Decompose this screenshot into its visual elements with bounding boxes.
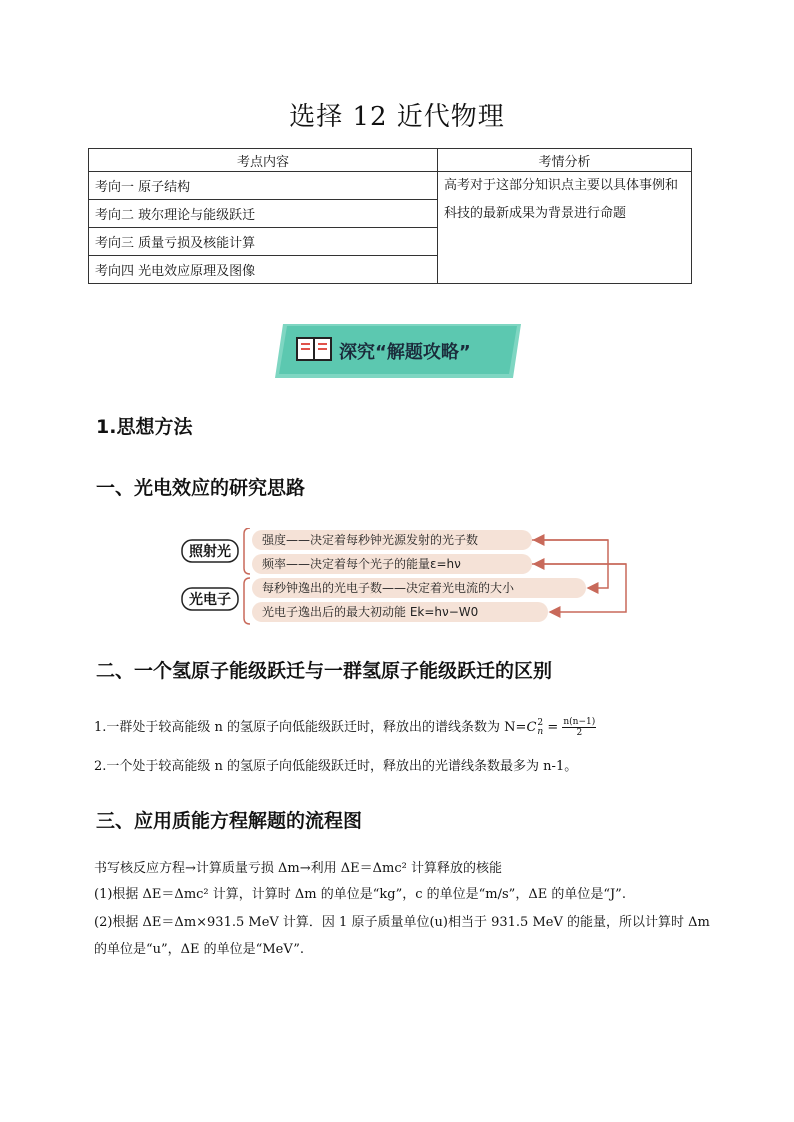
topic-row: 考向四 光电效应原理及图像	[89, 256, 438, 284]
paragraph-method-1: (1)根据 ΔE＝Δmc² 计算，计算时 Δm 的单位是“kg”，c 的单位是“m/s”，ΔE 的单位是“J”.	[94, 887, 626, 902]
section-heading-photoelectric: 一、光电效应的研究思路	[96, 477, 306, 499]
paragraph-flow: 书写核反应方程→计算质量亏损 Δm→利用 ΔE＝Δmc² 计算释放的核能	[94, 861, 502, 876]
diagram-row-count: 每秒钟逸出的光电子数——决定着光电流的大小	[262, 581, 515, 595]
topic-row: 考向二 玻尔理论与能级跃迁	[89, 200, 438, 228]
label-photoelectron: 光电子	[189, 592, 231, 608]
diagram-row-frequency: 频率——决定着每个光子的能量ε=hν	[262, 557, 461, 571]
analysis-cell: 高考对于这部分知识点主要以具体事例和科技的最新成果为背景进行命题	[438, 172, 692, 284]
section-heading-mass-energy: 三、应用质能方程解题的流程图	[96, 810, 363, 832]
open-book-icon	[297, 338, 331, 360]
section-heading-methods: 1.思想方法	[96, 416, 193, 438]
label-incident-light: 照射光	[189, 544, 231, 560]
col-header-analysis: 考情分析	[438, 149, 692, 172]
paragraph-method-2b: 的单位是“u”，ΔE 的单位是“MeV”.	[94, 942, 304, 957]
page-title: 选择 12 近代物理	[289, 102, 505, 132]
section-banner	[275, 322, 521, 380]
section-heading-hydrogen: 二、一个氢原子能级跃迁与一群氢原子能级跃迁的区别	[96, 660, 553, 682]
col-header-content: 考点内容	[89, 149, 438, 172]
outline-table	[88, 148, 692, 284]
diagram-row-kinetic: 光电子逸出后的最大初动能 Ek=hν−W0	[262, 605, 479, 619]
photoelectric-diagram	[176, 528, 636, 628]
paragraph-method-2a: (2)根据 ΔE＝Δm×931.5 MeV 计算．因 1 原子质量单位(u)相当于 931.5 MeV 的能量，所以计算时 Δm	[94, 915, 710, 930]
topic-row: 考向一 原子结构	[89, 172, 438, 200]
topic-row: 考向三 质量亏损及核能计算	[89, 228, 438, 256]
banner-text: 深究“解题攻略”	[339, 342, 471, 363]
fraction: $\frac{n(n-1)}{2}$	[563, 717, 596, 738]
paragraph-group-transition: 1.一群处于较高能级 n 的氢原子向低能级跃迁时，释放出的谱线条数为 N=C 2 n = $\frac{n(n-1)}{2}$	[94, 717, 596, 738]
diagram-row-intensity: 强度——决定着每秒钟光源发射的光子数	[262, 533, 479, 547]
paragraph-single-transition: 2.一个处于较高能级 n 的氢原子向低能级跃迁时，释放出的光谱线条数最多为 n-1。	[94, 759, 578, 774]
